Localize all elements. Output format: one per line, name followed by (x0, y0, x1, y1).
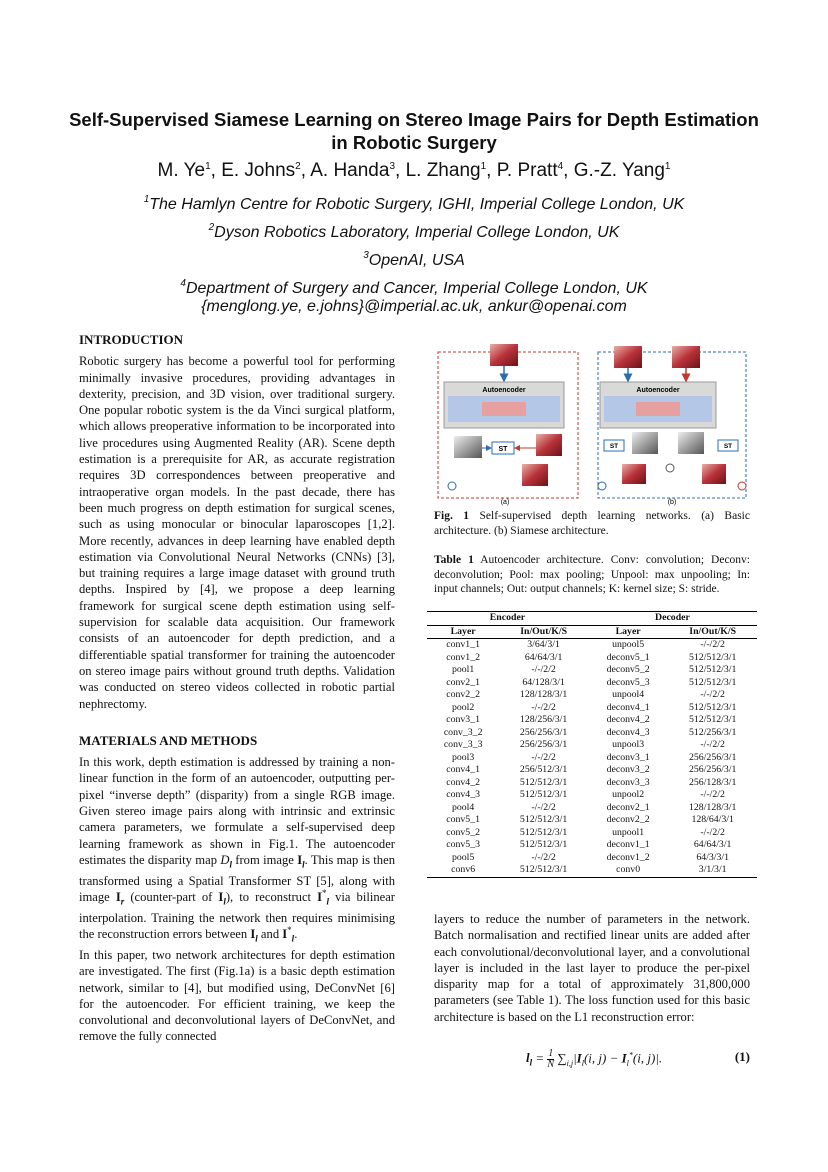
decoder-group-header: Decoder (588, 612, 757, 626)
figure-caption-text: Self-supervised depth learning networks. (a) Basic architecture. (b) Siamese architecture. (434, 510, 750, 537)
methods-paragraph-2: In this paper, two network architectures for depth estimation are investigated. The first (Fig.1a) is a basic depth estimation network, similar to [4], but modified using, DeConvNet [6] for the autoencoder. For efficient training, we keep the convolutional and deconvolutional layers of DeConvNet, and remove the fully connected (79, 947, 395, 1044)
table-caption (434, 553, 750, 597)
col-header-inout-enc: In/Out/K/S (499, 625, 588, 639)
table-cell: conv1_2 (446, 651, 481, 663)
table-row (427, 702, 757, 715)
table-cell: conv_3_2 (443, 726, 483, 738)
math-superscript: * (322, 888, 327, 899)
table-cell: deconv2_1 (606, 801, 650, 813)
table-cell: conv4_3 (446, 789, 481, 801)
math-superscript: * (287, 925, 292, 936)
math-base: D (220, 852, 230, 867)
table-cell: pool3 (451, 751, 475, 763)
table-cell: conv5_2 (446, 826, 481, 838)
input-image-il-b (614, 346, 642, 368)
table-cell: 256/256/3/1 (519, 739, 568, 751)
reconstructed-image-l-b (622, 464, 646, 484)
col-header-layer-dec: Layer (588, 625, 668, 639)
text-segment: In this work, depth estimation is addressed by training a non-linear function in the form of an autoencoder, outputting per-pixel “inverse depth” (disparity) from a single RGB image. Given stereo image pairs along with intrinsic and extrinsic camera parameters, we formulate a self-supervised deep learning framework as shown in Fig.1. The autoencoder estimates the disparity map (79, 755, 395, 867)
email-line: {menglong.ye, e.johns}@imperial.ac.uk, ankur@openai.com (201, 298, 627, 315)
encoder-group-header: Encoder (427, 612, 588, 626)
author-affiliation-mark: 1 (205, 161, 211, 172)
math-base: I (282, 927, 288, 942)
table-caption-label: Table 1 (434, 554, 474, 566)
math-symbol (115, 890, 125, 907)
table-cell: 64/3/3/1 (696, 851, 730, 863)
table-cell: 256/512/3/1 (519, 764, 568, 776)
table-cell: 256/128/3/1 (689, 776, 737, 788)
table-cell: deconv4_2 (606, 714, 650, 726)
table-cell: -/-/2/2 (700, 639, 725, 651)
table-cell: -/-/2/2 (531, 801, 556, 813)
table-cell: 512/512/3/1 (689, 676, 737, 688)
table-cell: -/-/2/2 (531, 701, 556, 713)
table-cell: deconv3_1 (606, 751, 650, 763)
affiliation-text: The Hamlyn Centre for Robotic Surgery, IGHI, Imperial College London, UK (149, 196, 685, 213)
table-cell: -/-/2/2 (700, 739, 725, 751)
table-cell: 3/64/3/1 (527, 639, 560, 651)
table-cell: conv2_1 (446, 676, 481, 688)
table-cell: -/-/2/2 (700, 826, 725, 838)
loss-equation: $l_l$ = $\frac{1}{N} \sum_{i,j}|I_l(i$, $j) - I_l^*(i$, j)|. (526, 1048, 663, 1070)
table-cell: pool4 (451, 801, 475, 813)
math-subscript: r (120, 896, 125, 907)
col-header-layer-enc: Layer (427, 625, 499, 639)
panel-a-label: (a) (500, 499, 510, 506)
table-cell: conv5_1 (446, 814, 481, 826)
table-cell: 64/64/3/1 (524, 651, 563, 663)
table-cell: 256/256/3/1 (689, 764, 737, 776)
table-cell: conv3_1 (446, 714, 481, 726)
author-list: M. Ye$^1$, E. Johns$^2$, A. Handa$^3$, L. Zhang$^1$, P. Pratt$^4$, G.-Z. Yang$^1$ (157, 160, 671, 181)
left-column (79, 332, 395, 1045)
loss-node-b-right (738, 482, 746, 490)
methods-paragraph-1 (79, 754, 395, 947)
table-cell: conv6 (427, 864, 499, 877)
math-base: I (218, 890, 224, 905)
consistency-node-b (666, 464, 674, 472)
author-name: P. Pratt (496, 160, 558, 181)
math-subscript: l (229, 859, 232, 870)
table-cell: deconv4_3 (606, 726, 650, 738)
author-affiliation-mark: 3 (389, 161, 396, 172)
equation-1 (434, 1047, 750, 1071)
table-cell: unpool5 (612, 639, 645, 651)
table-row (427, 827, 757, 840)
math-symbol (282, 925, 295, 944)
table-cell: -/-/2/2 (700, 689, 725, 701)
table-cell: 512/512/3/1 (689, 651, 737, 663)
table-cell: conv2_2 (446, 689, 481, 701)
table-cell: 64/128/3/1 (522, 676, 565, 688)
architecture-table (427, 611, 757, 878)
table-cell: 64/64/3/1 (693, 839, 732, 851)
author-affiliation-mark: 1 (480, 161, 487, 172)
author-name: G.-Z. Yang (573, 160, 665, 181)
table-cell: 512/256/3/1 (689, 726, 737, 738)
table-cell: deconv1_1 (606, 839, 650, 851)
math-symbol (220, 852, 232, 870)
table-row (427, 852, 757, 865)
right-column-text: layers to reduce the number of parameters in the network. Batch normalisation and rectified linear units are added after each convolutional/deconvolutional layer, and a convolutional layer is included in the last layer to produce the per-pixel disparity map for a total of approximately 31,800,000 parameters (see Table 1). The loss function used for this basic architecture is based on the L1 reconstruction error: (434, 912, 750, 1024)
table-cell: 128/256/3/1 (519, 714, 568, 726)
table-cell: deconv3_3 (606, 776, 650, 788)
text-segment: from image (231, 852, 298, 867)
table-cell: deconv5_3 (606, 676, 650, 688)
table-row (427, 752, 757, 765)
table-row (427, 764, 757, 777)
math-subscript: l (326, 896, 330, 907)
table-row (427, 839, 757, 852)
col-header-inout-dec: In/Out/K/S (668, 625, 757, 639)
table-row (427, 802, 757, 815)
autoencoder-a-label: Autoencoder (482, 387, 526, 394)
autoencoder-a-layers (448, 396, 560, 422)
math-symbol (317, 888, 330, 907)
table-cell: pool2 (451, 701, 475, 713)
input-image-il (490, 344, 518, 366)
affiliation-mark: 1 (143, 194, 150, 205)
math-base: I (317, 890, 323, 905)
st-a-label: ST (498, 446, 508, 453)
table-caption-text: Autoencoder architecture. Conv: convolution; Deconv: deconvolution; Pool: max pooling; Unpool: max unpooling; In: input channels; Out: output channels; K: kernel size; S: stride. (434, 554, 751, 595)
affiliation-mark: 2 (208, 222, 215, 233)
disparity-dl-a (454, 436, 482, 458)
table-cell: 128/128/3/1 (519, 689, 568, 701)
table-cell: 512/512/3/1 (519, 776, 568, 788)
table-cell: -/-/2/2 (531, 751, 556, 763)
disparity-dl-b (632, 432, 658, 454)
figure-caption (434, 509, 750, 538)
text-segment: via bilinear interpolation. Training the network then requires minimising the reconstruction errors between (79, 890, 396, 942)
loss-node-a (448, 482, 456, 490)
table-cell: unpool3 (612, 739, 645, 751)
table-cell: 256/256/3/1 (519, 726, 568, 738)
affiliation-mark: 4 (180, 278, 186, 289)
table-cell: unpool4 (612, 689, 645, 701)
author-name: M. Ye (157, 160, 206, 181)
intro-heading: INTRODUCTION (79, 332, 184, 347)
author-name: E. Johns (221, 160, 296, 181)
table-row (427, 714, 757, 727)
author-affiliation-mark: 2 (295, 161, 301, 172)
text-segment: (counter-part of (124, 890, 219, 905)
affiliation-mark: 3 (363, 250, 369, 261)
text-segment: . This map is then transformed using a Spatial Transformer ST [5], along with image (79, 852, 395, 905)
input-image-ir-a (536, 434, 562, 456)
table-cell: pool5 (451, 851, 475, 863)
table-row (427, 814, 757, 827)
input-image-ir-b (672, 346, 700, 368)
table-row (427, 677, 757, 690)
table-cell: pool1 (451, 664, 475, 676)
table-row (427, 727, 757, 740)
math-base: I (115, 890, 121, 905)
table-cell: 512/512/3/1 (499, 864, 588, 877)
table-cell: 512/512/3/1 (689, 714, 737, 726)
author-affiliation-mark: 4 (557, 161, 564, 172)
table-cell: 512/512/3/1 (519, 826, 568, 838)
author-name: A. Handa (310, 160, 390, 181)
table-row (427, 739, 757, 752)
reconstructed-image-r-b (702, 464, 726, 484)
autoencoder-b-layers (604, 396, 712, 422)
affiliation-line (60, 252, 768, 270)
table-cell: 128/64/3/1 (691, 814, 734, 826)
methods-heading: MATERIALS AND METHODS (79, 732, 258, 748)
affiliation-line (60, 196, 768, 214)
table-row (427, 789, 757, 802)
table-row (427, 652, 757, 665)
affiliation-text: OpenAI, USA (368, 252, 465, 269)
text-segment: . (294, 927, 298, 942)
text-segment: ), to reconstruct (225, 890, 318, 905)
math-subscript: l (255, 933, 258, 944)
affiliation-text: Dyson Robotics Laboratory, Imperial College London, UK (214, 224, 620, 241)
figure-caption-label: Fig. 1 (434, 510, 470, 522)
table-body (427, 639, 757, 878)
equation-number: (1) (734, 1049, 750, 1064)
table-cell: 512/512/3/1 (689, 701, 737, 713)
author-affiliation-mark: 1 (664, 161, 671, 172)
table-cell: conv5_3 (446, 839, 481, 851)
affiliation-line (60, 280, 768, 298)
reconstructed-image-a (522, 464, 548, 486)
table-cell: conv_3_3 (443, 739, 483, 751)
table-cell: unpool1 (612, 826, 645, 838)
table-cell: 256/256/3/1 (689, 751, 737, 763)
paper-title: Self-Supervised Siamese Learning on Stereo Image Pairs for Depth Estimation in Robotic Surgery (69, 109, 759, 153)
table-row (427, 664, 757, 677)
author-name: L. Zhang (405, 160, 481, 181)
table-cell: deconv3_2 (606, 764, 650, 776)
table-cell: -/-/2/2 (700, 789, 725, 801)
table-cell: 3/1/3/1 (668, 864, 757, 877)
st-b-left-label: ST (609, 443, 619, 450)
table-cell: 512/512/3/1 (519, 789, 568, 801)
loss-node-b-left (598, 482, 606, 490)
math-symbol (218, 890, 226, 907)
table-cell: deconv1_2 (606, 851, 650, 863)
affiliation-text: Department of Surgery and Cancer, Imperial College London, UK (185, 280, 648, 297)
autoencoder-b-label: Autoencoder (636, 387, 680, 394)
math-subscript: l (223, 896, 226, 907)
table-cell: deconv5_1 (606, 651, 650, 663)
table-row (427, 864, 757, 877)
text-segment: and (257, 927, 283, 942)
table-cell: 512/512/3/1 (519, 839, 568, 851)
table-cell: conv0 (588, 864, 668, 877)
table-cell: 512/512/3/1 (689, 664, 737, 676)
math-base: I (297, 852, 303, 867)
table-cell: 512/512/3/1 (519, 814, 568, 826)
table-row (427, 777, 757, 790)
math-symbol (250, 927, 258, 944)
panel-b-label: (b) (667, 499, 677, 506)
table-row (427, 689, 757, 702)
table-cell: -/-/2/2 (531, 664, 556, 676)
table-cell: conv1_1 (446, 639, 481, 651)
table-cell: conv4_2 (446, 776, 481, 788)
table-cell: deconv4_1 (606, 701, 650, 713)
math-symbol (297, 852, 305, 870)
math-subscript: l (302, 859, 305, 870)
affiliation-line (60, 224, 768, 242)
math-subscript: l (291, 933, 295, 944)
intro-paragraph: Robotic surgery has become a powerful tool for performing minimally invasive procedures, providing advantages in dexterity, precision, and 3D vision, over traditional surgery. One popular robotic system is the da Vinci surgical platform, which allows preoperative information to be incorporated into live procedures using Augmented Reality (AR). Scene depth estimation is a prerequisite for AR, as accurate registration requires 3D correspondences between preoperative and intraoperative organ models. In the past decade, there has been much progress on depth estimation for surgical scenes, such as using monocular or binocular laparoscopes [1,2]. More recently, advances in deep learning have enabled depth estimation via Convolutional Neural Networks (CNNs) [3], but training requires a large image dataset with ground truth depths. Inspired by [4], we propose a deep learning framework for surgical scene depth estimation using self-supervision for scalable data acquisition. Our framework consists of an autoencoder for depth prediction, and a differentiable spatial transformer for training the autoencoder on stereo image pairs without ground truth depths. Validation was conducted on stereo videos collected in robotic partial nephrectomy. (79, 354, 395, 711)
table-cell: unpool2 (612, 789, 645, 801)
table-cell: -/-/2/2 (531, 851, 556, 863)
disparity-dr-b (678, 432, 704, 454)
table-row (427, 639, 757, 652)
table-cell: deconv2_2 (606, 814, 650, 826)
table-cell: conv4_1 (446, 764, 481, 776)
math-base: I (250, 927, 256, 942)
figure-1-diagram (432, 336, 752, 508)
table-cell: 128/128/3/1 (689, 801, 737, 813)
st-b-right-label: ST (723, 443, 733, 450)
table-cell: deconv5_2 (606, 664, 650, 676)
